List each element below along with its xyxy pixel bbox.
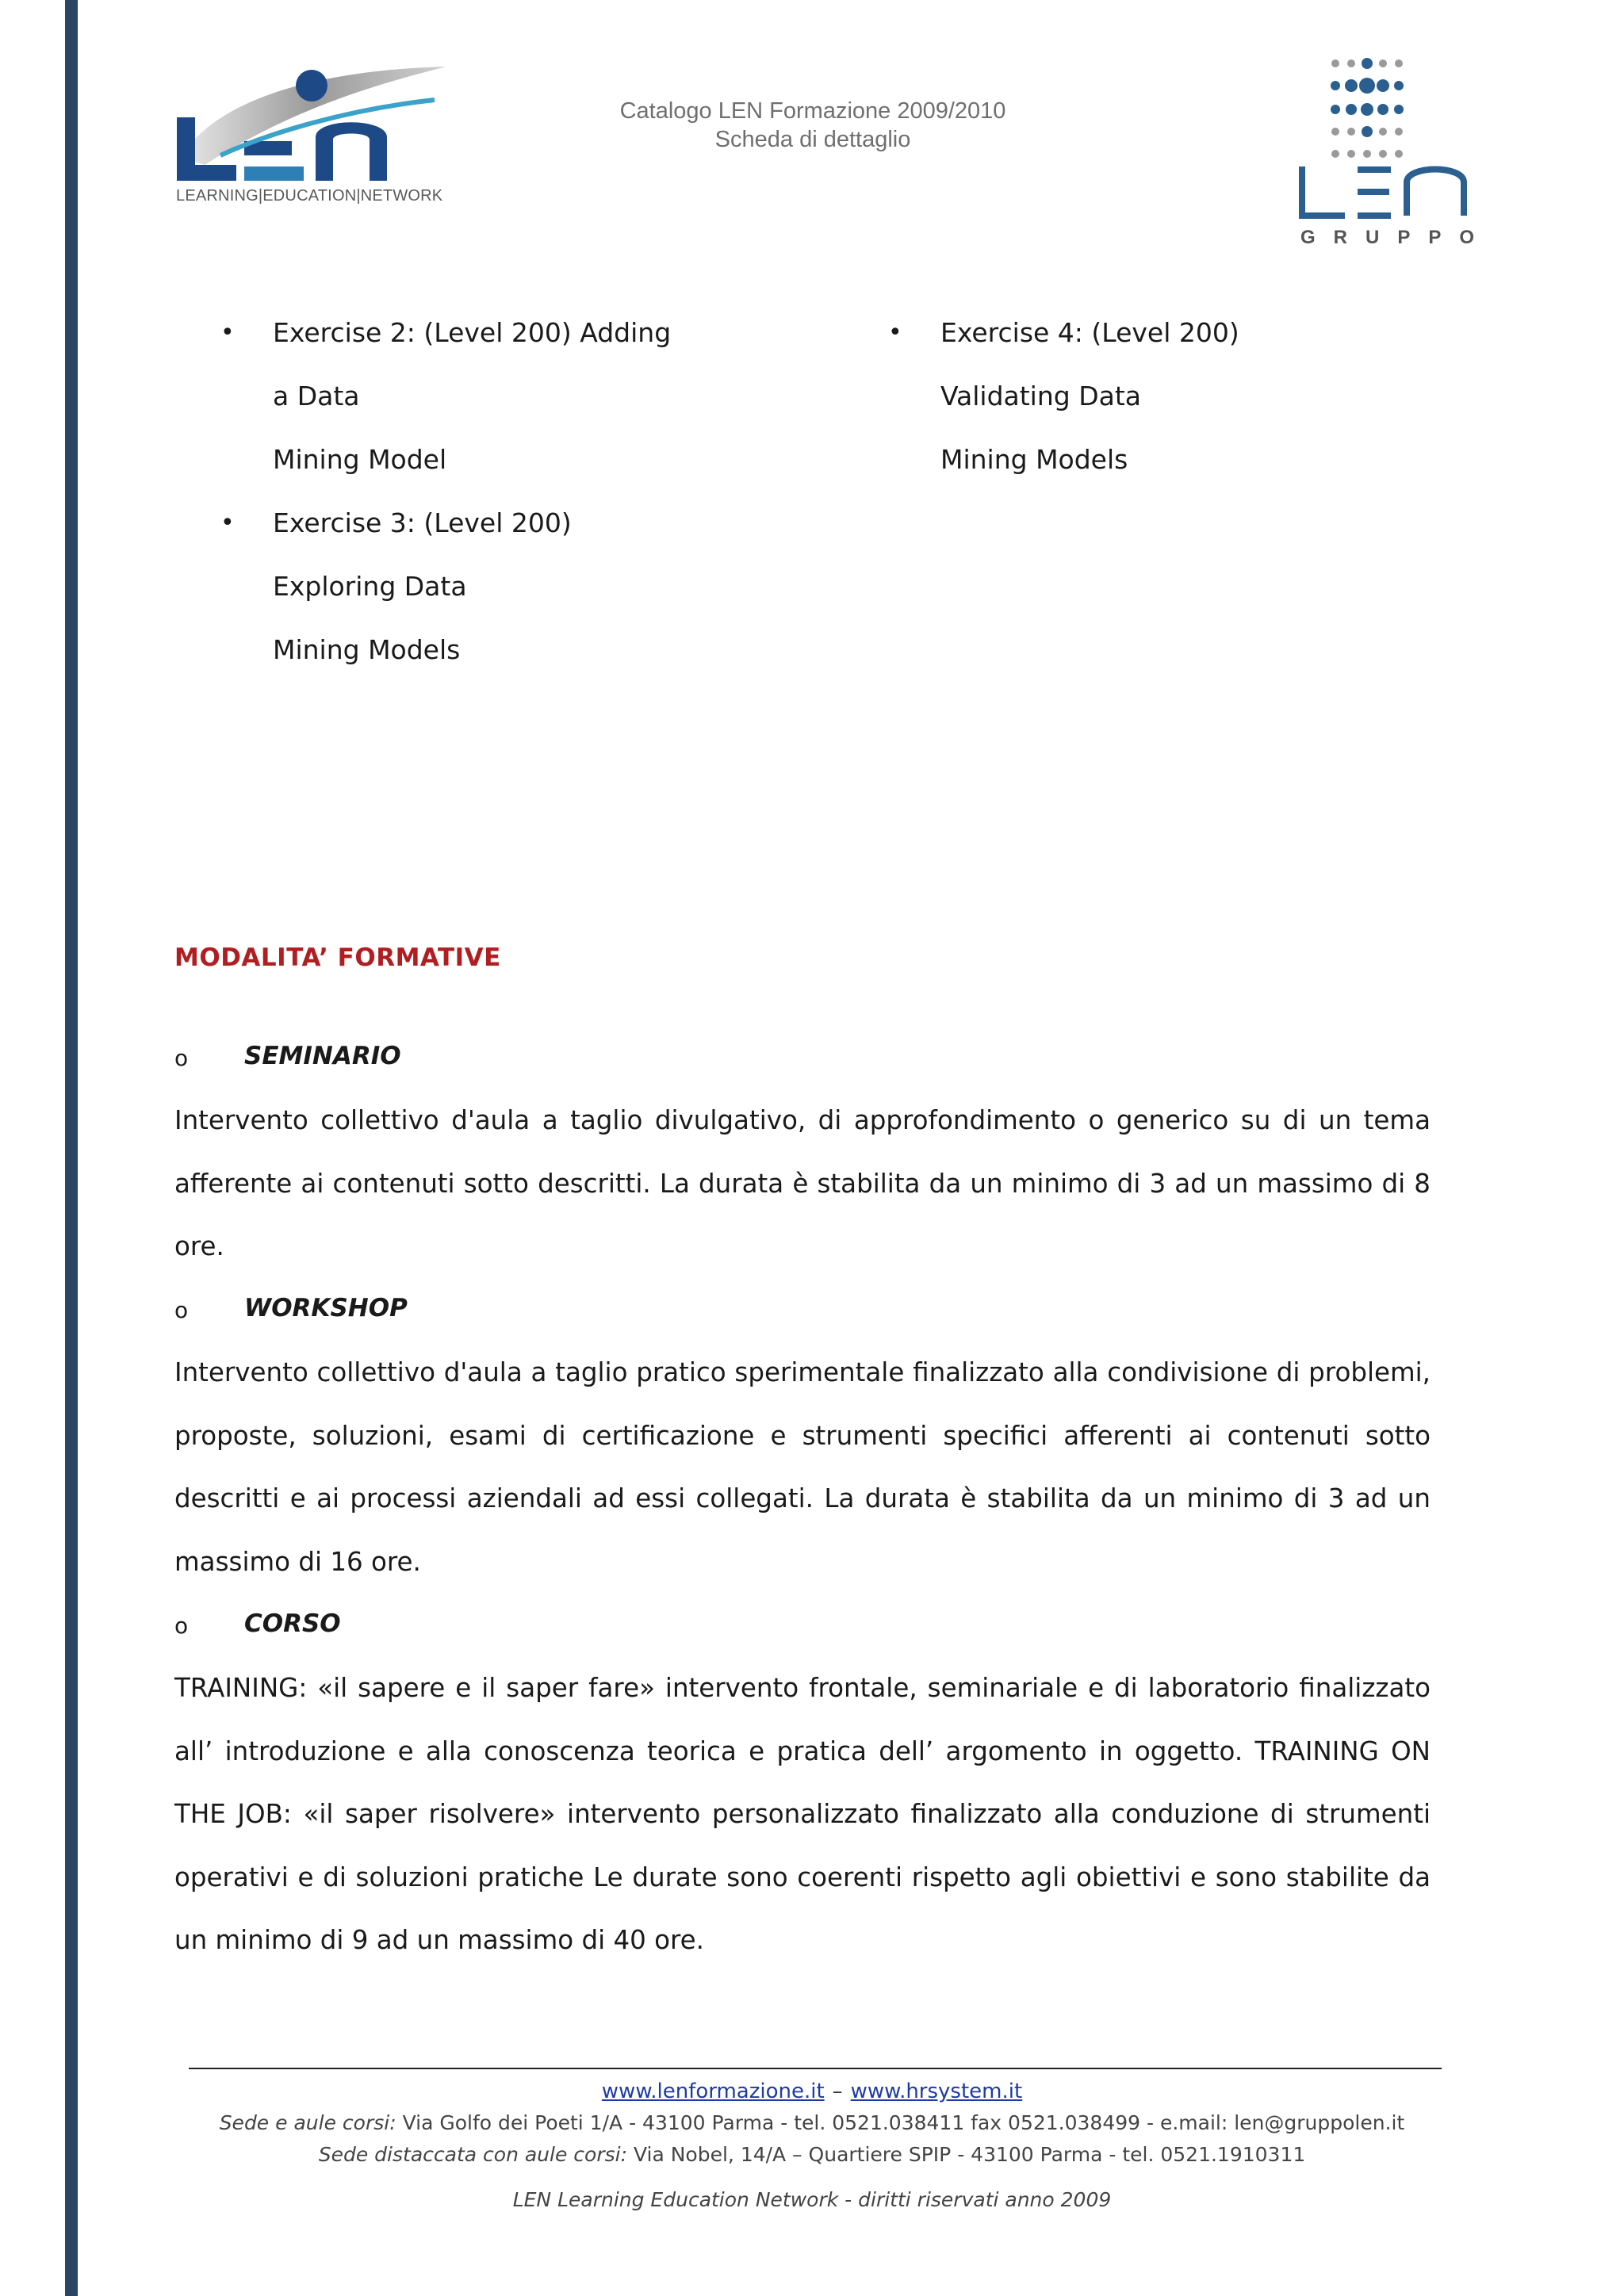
footer-copyright: LEN Learning Education Network - diritti riservati anno 2009: [512, 2188, 1112, 2211]
bullet: •: [220, 319, 235, 346]
mode-label: CORSO: [244, 1609, 341, 1638]
exercise-line2: Mining Model: [273, 444, 447, 475]
list-item: [216, 492, 691, 682]
mode-description-seminario: Intervento collettivo d'aula a taglio divulgativo, di approfondimento o generico su di un tema afferente ai contenuti sotto descritti. La durata è stabilita da un minimo di 3 ad un massimo di 8 ore.: [174, 1105, 1431, 1261]
circle-bullet-icon: o: [174, 1613, 189, 1639]
exercise-line2: Mining Models: [273, 634, 461, 665]
footer-address-main: [0, 2107, 1624, 2139]
exercise-list-right: [883, 301, 1359, 492]
exercise-line2: Mining Models: [940, 444, 1128, 475]
footer-address-branch: [0, 2139, 1624, 2171]
catalog-title-line2: Scheda di dettaglio: [714, 127, 911, 152]
mode-description-corso: TRAINING: «il sapere e il saper fare» intervento frontale, seminariale e di laboratorio finalizzato all’ introduzione e alla conoscenza teorica e pratica dell’ argomento in oggetto. TRAINING ON THE JOB: «il saper risolvere» intervento personalizzato finalizzato alla conduzione di strumenti operativi e di soluzioni pratiche Le durate sono coerenti rispetto agli obiettivi e sono stabilite da un minimo di 9 ad un massimo di 40 ore.: [174, 1673, 1431, 1955]
exercise-list-left: [216, 301, 691, 682]
circle-bullet-icon: o: [174, 1297, 189, 1323]
footer-branch-text: Via Nobel, 14/A – Quartiere SPIP - 43100 Parma - tel. 0521.1910311: [627, 2143, 1306, 2166]
catalog-title-line1: Catalogo LEN Formazione 2009/2010: [619, 98, 1006, 124]
bullet: •: [220, 509, 235, 537]
mode-label: WORKSHOP: [244, 1294, 408, 1322]
gruppo-label: GRUPPO: [1300, 227, 1493, 248]
footer-address-text: Via Golfo dei Poeti 1/A - 43100 Parma - tel. 0521.038411 fax 0521.038499 - e.mail: len@gruppolen.it: [396, 2111, 1405, 2134]
left-border-bar: [65, 0, 78, 2296]
logo-tagline: LEARNING|EDUCATION|NETWORK: [176, 187, 443, 205]
footer-branch-label: Sede distaccata con aule corsi:: [318, 2143, 628, 2166]
circle-bullet-icon: o: [174, 1045, 189, 1071]
mode-label: SEMINARIO: [244, 1042, 401, 1070]
link-separator: –: [832, 2080, 843, 2103]
exercise-line1: Exercise 2: (Level 200) Adding a Data: [273, 317, 672, 411]
exercise-line1: Exercise 3: (Level 200) Exploring Data: [273, 507, 572, 602]
exercise-line1: Exercise 4: (Level 200) Validating Data: [940, 317, 1239, 411]
len-gruppo-wordmark-icon: [1296, 159, 1478, 222]
hrsystem-link[interactable]: www.hrsystem.it: [850, 2080, 1023, 2103]
list-item: [216, 301, 691, 492]
lenformazione-link[interactable]: www.lenformazione.it: [601, 2080, 825, 2103]
footer-divider: [189, 2068, 1442, 2069]
list-item: [883, 301, 1359, 492]
footer-address-label: Sede e aule corsi:: [219, 2111, 396, 2134]
section-title: MODALITA’ FORMATIVE: [174, 943, 501, 972]
len-gruppo-dots-icon: [1293, 54, 1483, 252]
bullet: •: [888, 319, 902, 346]
footer-links: [0, 2076, 1624, 2107]
mode-description-workshop: Intervento collettivo d'aula a taglio pratico sperimentale finalizzato alla condivisione di problemi, proposte, soluzioni, esami di certificazione e strumenti specifici afferenti ai contenuti sotto descritti e ai processi aziendali ad essi collegati. La durata è stabilita da un minimo di 3 ad un massimo di 16 ore.: [174, 1357, 1431, 1577]
